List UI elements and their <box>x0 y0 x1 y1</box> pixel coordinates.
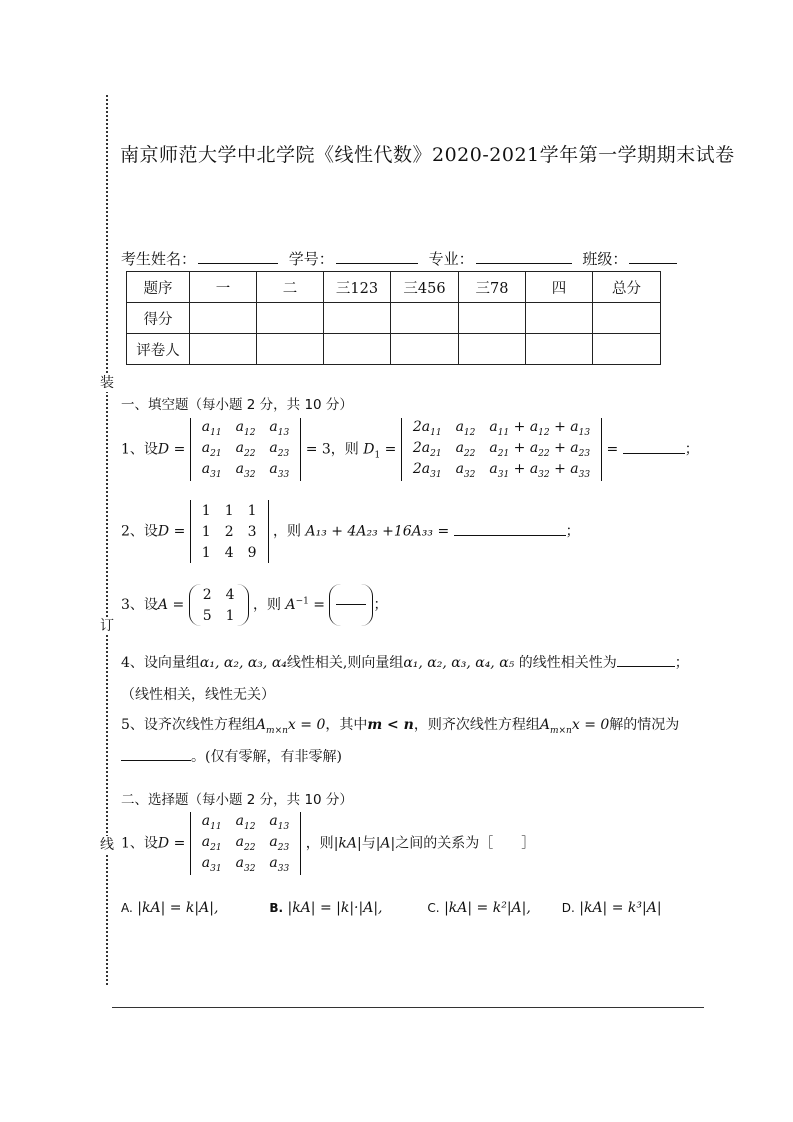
section2-heading: 二、选择题（每小题 2 分，共 10 分） <box>121 792 353 808</box>
score-row-label: 得分 <box>127 303 190 334</box>
determinant-d1: $2a_{11}$ $a_{12}$ $a_{11} + a_{12} + a_{13}$ $2a_{21}$ $a_{22}$ $a_{21} + a_{22} + a_{23}$ $2a_{31}$ $a_{32}$ $a_{31} + a_{32} + a_{33}$ <box>401 418 602 481</box>
score-header-cell: 二 <box>257 272 324 303</box>
q4-text-b: 线性相关,则向量组 <box>286 655 404 671</box>
option-d-label: D. <box>561 901 575 915</box>
determinant-d: $a_{11}$ $a_{12}$ $a_{13}$ $a_{21}$ $a_{22}$ $a_{23}$ $a_{31}$ $a_{32}$ $a_{33}$ <box>190 418 301 481</box>
matrix-a: 2 4 5 1 <box>189 584 249 626</box>
score-header-cell: 题序 <box>127 272 190 303</box>
score-cell[interactable] <box>190 303 257 334</box>
name-blank <box>198 249 278 264</box>
s2q1-tail: 之间的关系为［ ］ <box>395 835 536 852</box>
binding-char-xian: 线 <box>100 837 114 853</box>
major-label: 专业： <box>428 250 474 268</box>
s2q1-with: 与 <box>361 835 376 852</box>
exam-title: 南京师范大学中北学院《线性代数》2020-2021学年第一学期期末试卷 <box>120 144 735 166</box>
option-b-label: B. <box>269 901 284 915</box>
grader-cell[interactable] <box>190 334 257 365</box>
name-label: 考生姓名： <box>121 250 197 268</box>
answer-matrix-blank[interactable] <box>329 584 373 626</box>
option-b-expr: |kA| = |k|·|A|, <box>287 900 383 916</box>
class-blank <box>629 249 677 264</box>
option-c-label: C. <box>427 901 440 915</box>
q4-text-a: 4、设向量组 <box>121 655 200 671</box>
grader-cell[interactable] <box>459 334 526 365</box>
score-header-cell: 三456 <box>391 272 459 303</box>
option-a[interactable] <box>121 900 218 916</box>
student-id-blank <box>336 249 418 264</box>
answer-blank[interactable] <box>623 441 685 454</box>
score-row <box>127 303 661 334</box>
score-cell[interactable] <box>526 303 593 334</box>
option-d[interactable] <box>562 900 662 916</box>
student-id-label: 学号： <box>288 250 334 268</box>
option-d-expr: |kA| = k³|A| <box>579 900 662 916</box>
grader-cell[interactable] <box>391 334 459 365</box>
choice-options <box>121 900 662 916</box>
score-header-cell: 一 <box>190 272 257 303</box>
page-bottom-rule <box>112 1007 704 1008</box>
answer-blank[interactable] <box>121 748 191 761</box>
question-2-1: 1、设D = $a_{11}$ $a_{12}$ $a_{13}$ $a_{21}$ $a_{22}$ $a_{23}$ $a_{31}$ $a_{32}$ $a_{33}$ ，则|kA|与|A|之间的关系为［ ］ <box>121 813 536 874</box>
score-header-cell: 三78 <box>459 272 526 303</box>
q2-then: ，则 <box>273 523 302 540</box>
determinant-d-s2: $a_{11}$ $a_{12}$ $a_{13}$ $a_{21}$ $a_{22}$ $a_{23}$ $a_{31}$ $a_{32}$ $a_{33}$ <box>190 812 301 875</box>
option-a-expr: |kA| = k|A|, <box>137 900 219 916</box>
question-1-2: 2、设D = 1 1 1 1 2 3 1 4 9 ，则 A₁₃ + 4A₂₃ +16A₃₃ = ； <box>121 500 580 563</box>
q5-text-d: 解的情况为 <box>609 717 680 733</box>
answer-blank[interactable] <box>454 523 566 536</box>
option-c-expr: |kA| = k²|A|, <box>444 900 531 916</box>
q4-text-c: 的线性相关性为 <box>518 655 617 671</box>
option-a-label: A. <box>121 901 133 915</box>
grader-row-label: 评卷人 <box>127 334 190 365</box>
grader-cell[interactable] <box>324 334 391 365</box>
answer-blank[interactable] <box>617 654 675 667</box>
binding-char-ding: 订 <box>100 618 114 634</box>
s2q1-kA: |kA| <box>333 835 362 852</box>
score-header-cell: 三123 <box>324 272 391 303</box>
grader-row <box>127 334 661 365</box>
q3-then: ，则 <box>252 597 281 613</box>
q2-expression: A₁₃ + 4A₂₃ +16A₃₃ = <box>305 523 450 540</box>
q2-end: ； <box>565 523 580 540</box>
question-1-5-line2 <box>121 746 342 766</box>
q4-end: ； <box>674 655 689 671</box>
score-cell[interactable] <box>257 303 324 334</box>
q2-prefix: 2、设 <box>121 523 158 540</box>
class-label: 班级： <box>582 250 628 268</box>
q5-condition: m < n <box>367 717 414 733</box>
section1-heading: 一、填空题（每小题 2 分，共 10 分） <box>121 397 353 413</box>
q4-hint: （线性相关，线性无关） <box>121 687 275 703</box>
q3-end: ； <box>373 597 388 613</box>
s2q1-then: ，则 <box>305 835 334 852</box>
student-info-line <box>121 248 683 269</box>
score-table-header-row <box>127 272 661 303</box>
score-table <box>126 271 661 365</box>
s2q1-prefix: 1、设 <box>121 835 158 852</box>
q1-end: ； <box>684 441 699 458</box>
grader-cell[interactable] <box>593 334 661 365</box>
q5-text-c: ，则齐次线性方程组 <box>413 717 540 733</box>
q5-hint: 。(仅有零解，有非零解) <box>191 749 342 765</box>
question-1-4 <box>121 652 689 672</box>
q5-equation-2: x = 0 <box>571 717 610 733</box>
q4-vector-set-4: α₁, α₂, α₃, α₄ <box>199 655 287 671</box>
s2q1-A: |A| <box>375 835 396 852</box>
q1-eq3: = 3，则 <box>305 441 359 458</box>
q5-text-b: ，其中 <box>325 717 368 733</box>
grader-cell[interactable] <box>257 334 324 365</box>
score-cell[interactable] <box>324 303 391 334</box>
option-b[interactable] <box>269 900 382 916</box>
q3-prefix: 3、设 <box>121 597 158 613</box>
determinant-d-numeric: 1 1 1 1 2 3 1 4 9 <box>190 500 269 563</box>
major-blank <box>476 249 572 264</box>
question-1-3: 3、设A = 2 4 5 1 ，则 $A^{-1}$ = ； <box>121 584 387 626</box>
binding-char-zhuang: 装 <box>100 375 114 391</box>
option-c[interactable] <box>427 900 530 916</box>
grader-cell[interactable] <box>526 334 593 365</box>
q5-text-a: 5、设齐次线性方程组 <box>121 717 256 733</box>
q1-prefix: 1、设 <box>121 441 158 458</box>
question-1-1: 1、设D = $a_{11}$ $a_{12}$ $a_{13}$ $a_{21}$ $a_{22}$ $a_{23}$ $a_{31}$ $a_{32}$ $a_{33}$ = 3，则 $D_1$ = $2a_{11}$ $a_{12}$ $a_{11} + a_{12} + a_{13}$ $2a_{21}$ $a_{22}$ $a_{21} + a_{22} + a_{23}$ $2a_{31}$ $a_{32}$ $a_{31} + a_{32} + a_{33}$ = ； <box>121 419 699 480</box>
question-1-5: 5、设齐次线性方程组$A_{m\times n}x = 0$，其中m < n，则齐次线性方程组$A_{m\times n}x = 0$解的情况为 <box>121 717 680 736</box>
score-cell[interactable] <box>459 303 526 334</box>
score-header-cell: 四 <box>526 272 593 303</box>
score-header-cell: 总分 <box>593 272 661 303</box>
q5-equation: x = 0 <box>287 717 326 733</box>
q4-vector-set-5: α₁, α₂, α₃, α₄, α₅ <box>403 655 515 671</box>
score-cell[interactable] <box>593 303 661 334</box>
score-cell[interactable] <box>391 303 459 334</box>
